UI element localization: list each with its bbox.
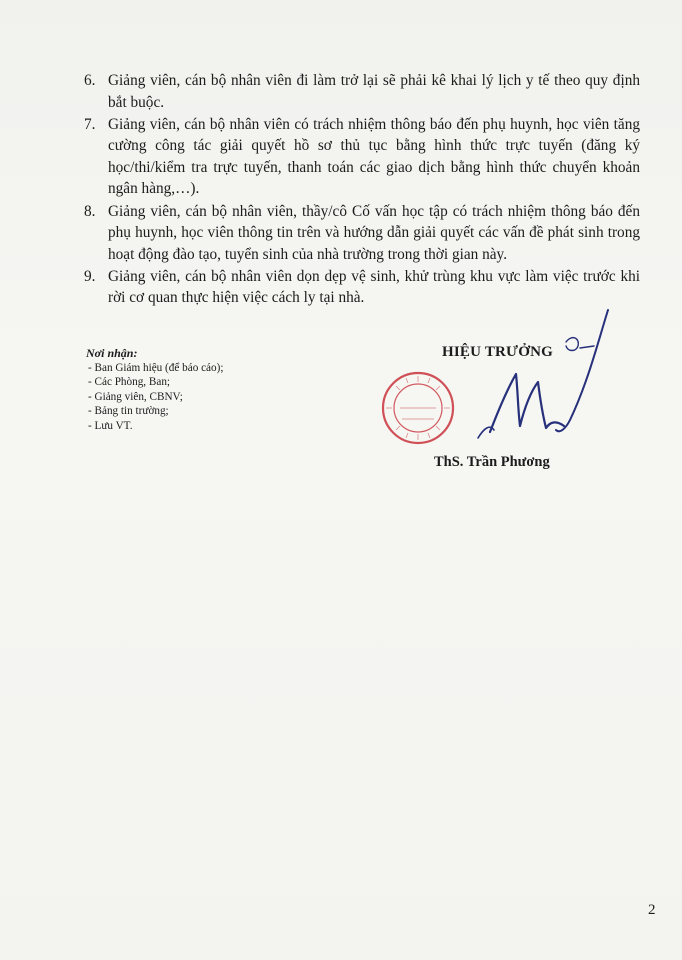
signer-name: ThS. Trần Phương [434, 454, 550, 470]
item-number: 9. [84, 267, 96, 285]
recipient-item: - Ban Giám hiệu (để báo cáo); [88, 361, 224, 374]
item-text: Giảng viên, cán bộ nhân viên, thầy/cô Cố vấn học tập có trách nhiệm thông báo đến phụ huynh, học viên thông tin trên và hướng dẫn giải quyết các vấn đề phát sinh trong hoạt động đào tạo, tuyển sinh của nhà trường trong thời gian này. [108, 202, 640, 263]
item-number: 8. [84, 202, 96, 220]
official-seal [380, 370, 456, 446]
list-item [84, 201, 640, 266]
recipient-item: - Bảng tin trường; [88, 405, 169, 418]
item-number: 7. [84, 115, 96, 133]
recipient-item: - Lưu VT. [88, 419, 133, 432]
item-text: Giảng viên, cán bộ nhân viên có trách nhiệm thông báo đến phụ huynh, học viên tăng cường công tác giải quyết hồ sơ thủ tục bằng hình thức trực tuyến (đăng ký học/thi/kiểm tra trực tuyến, thanh toán các giao dịch bằng hình thức chuyển khoản ngân hàng,…). [108, 115, 640, 198]
recipients-block [86, 346, 223, 434]
signer-title: HIỆU TRƯỞNG [442, 344, 553, 360]
recipient-item: - Các Phòng, Ban; [88, 376, 171, 389]
item-text: Giảng viên, cán bộ nhân viên dọn dẹp vệ sinh, khử trùng khu vực làm việc trước khi rời cơ quan thực hiện việc cách ly tại nhà. [108, 267, 640, 307]
handwritten-signature [460, 302, 630, 452]
numbered-items [84, 70, 640, 310]
list-item [84, 70, 640, 113]
item-number: 6. [84, 72, 96, 89]
signature-block [380, 300, 640, 500]
recipients-list [86, 361, 223, 434]
recipients-title: Nơi nhận: [86, 346, 138, 360]
item-text: Giảng viên, cán bộ nhân viên đi làm trở lại sẽ phải kê khai lý lịch y tế theo quy định bắt buộc. [108, 72, 640, 111]
list-item [84, 114, 640, 200]
recipient-item: - Giảng viên, CBNV; [88, 390, 183, 403]
page-number: 2 [648, 902, 656, 918]
